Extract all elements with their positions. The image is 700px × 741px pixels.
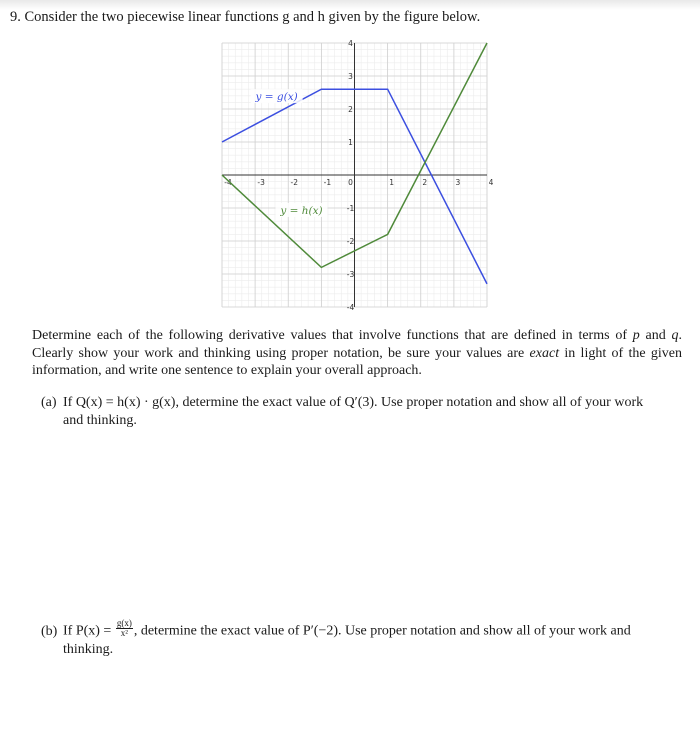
instructions-text-3: . Clearly show your work and thinking using proper notation, be sure your values are: [32, 328, 682, 361]
x-tick-label: 2: [422, 178, 428, 187]
instructions-text-2: and: [639, 328, 672, 343]
fraction-numerator: g(x): [116, 618, 132, 628]
instructions-paragraph: [32, 327, 682, 380]
y-tick-label: 2: [348, 105, 353, 114]
instructions-text-4: in light of the given information, and write one sentence to explain your overall approach.: [32, 345, 682, 378]
part-b-pre: If P(x) =: [63, 623, 115, 639]
x-tick-label: -2: [290, 178, 298, 187]
part-a-continuation: and thinking.: [63, 413, 137, 428]
y-tick-label: -3: [346, 270, 355, 279]
part-b-fraction: [116, 619, 133, 638]
x-tick-label: 1: [389, 178, 395, 187]
y-tick-label: -2: [346, 237, 355, 246]
y-tick-label: 3: [348, 72, 353, 81]
question-text: Consider the two piecewise linear functions g and h given by the figure below.: [24, 9, 481, 25]
x-tick-label: -3: [257, 178, 265, 187]
x-tick-label: 3: [455, 178, 461, 187]
part-b: [41, 618, 681, 659]
x-tick-label: -4: [224, 178, 232, 187]
instructions-exact: exact: [529, 345, 560, 361]
instructions-q: q: [671, 328, 679, 343]
instructions-text-1: Determine each of the following derivative values that involve functions that are defined in terms of: [32, 328, 633, 343]
fraction-denominator: x²: [120, 628, 128, 638]
part-b-continuation: thinking.: [63, 642, 114, 657]
function-labels: [251, 89, 328, 217]
question-number: 9.: [10, 9, 21, 25]
y-tick-label: -1: [346, 204, 355, 213]
x-tick-label: -1: [323, 178, 332, 187]
part-a: [41, 394, 681, 430]
series-label-g: y = g(x): [255, 91, 298, 104]
part-b-post: , determine the exact value of P′(−2). Use proper notation and show all of your work and: [133, 623, 631, 639]
series-label-h: y = h(x): [280, 204, 323, 217]
x-tick-label: 4: [488, 178, 494, 187]
y-tick-label: 4: [348, 39, 353, 48]
y-tick-label: 1: [348, 138, 353, 147]
instructions-p: p: [632, 328, 640, 343]
x-tick-label: 0: [348, 178, 353, 187]
part-a-text: If Q(x) = h(x) · g(x), determine the exact value of Q′(3). Use proper notation and show all of your work: [63, 395, 644, 410]
y-tick-label: -4: [346, 303, 355, 312]
part-a-label: (a): [41, 395, 57, 410]
part-b-label: (b): [41, 623, 58, 639]
piecewise-graph: [0, 0, 700, 330]
